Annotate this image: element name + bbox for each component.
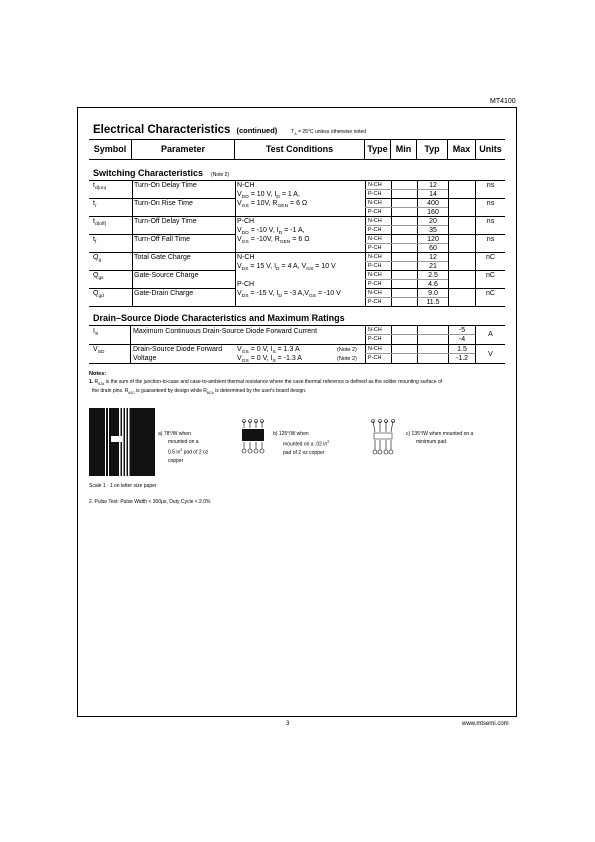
cond-vsd-p: $V_{GS} = 0$ V, $I_S = -1.3$ A	[237, 355, 302, 364]
cond-sym: T	[291, 129, 295, 135]
param-diode-forward-current: Maximum Continuous Drain-Source Diode Forward Current	[133, 328, 318, 335]
type-p: P-CH	[368, 299, 382, 305]
symbol-qgs: $Q_{gs}$	[93, 272, 104, 281]
symbol-td-off: $t_{d(off)}$	[93, 218, 107, 227]
cond-vgs-10: $V_{GS} = 10V$, $R_{GEN} = 6$ Ω	[237, 200, 308, 209]
note-ref: (Note 2)	[337, 356, 357, 362]
header-units: Units	[479, 144, 502, 154]
typ-n: 12	[429, 254, 437, 261]
param-gate-drain-charge: Gate-Drain Charge	[134, 290, 194, 297]
param-turn-on-rise: Turn-On Rise Time	[134, 200, 193, 207]
type-p: P-CH	[368, 245, 382, 251]
cond-vds-15: $V_{DS} = 15$ V, $I_D = 4$ A, $V_{GS} = 10$ V	[237, 263, 336, 272]
cond-nch-2: N-CH	[237, 254, 255, 261]
notes-title: Notes:	[89, 371, 107, 377]
part-number: MT4100	[490, 98, 516, 105]
header-test-conditions: Test Conditions	[235, 140, 365, 159]
fig-c-caption: c) 135°/W when mounted on a minimum pad.	[406, 431, 474, 445]
type-n: N-CH	[368, 218, 382, 224]
section-title	[93, 124, 366, 136]
typ-p: 160	[427, 209, 439, 216]
cond-vdd-10: $V_{DD} = 10$ V, $I_D = 1$ A,	[237, 191, 300, 200]
type-n: N-CH	[368, 327, 382, 333]
typ-n: 12	[429, 182, 437, 189]
pad-b-diagram	[236, 418, 270, 458]
header-symbol: Symbol	[89, 140, 132, 159]
note-1-line-1: 1. $R_{\theta JA}$ is the sum of the junction-to-case and case-to-ambient thermal resistance where the case thermal reference is defined as the solder mounting surface of	[89, 379, 443, 386]
cond-sub: A	[294, 132, 297, 136]
table-header	[89, 139, 505, 160]
type-p: P-CH	[368, 209, 382, 215]
note-1-line-2: the drain pins. $R_{\theta JC}$ is guaranteed by design while $R_{\theta CA}$ is determined by the user's board design.	[92, 388, 307, 395]
typ-n: 20	[429, 218, 437, 225]
units: V	[488, 351, 493, 358]
param-gate-source-charge: Gate-Source Charge	[134, 272, 199, 279]
typ-n: 9.0	[428, 290, 438, 297]
units: ns	[486, 182, 495, 189]
type-p: P-CH	[368, 191, 382, 197]
fig-b-caption: b) 125°/W when mounted on a .02 $in^2$ pad of 2 oz copper	[273, 431, 330, 456]
type-n: N-CH	[368, 272, 382, 278]
type-n: N-CH	[368, 236, 382, 242]
note-2: 2. Pulse Test: Pulse Width < 300μs, Duty Cycle < 2.0%	[89, 499, 211, 505]
pad-c-diagram	[366, 418, 400, 460]
switching-heading-text: Switching Characteristics	[93, 168, 204, 178]
symbol-tr: $t_r$	[93, 200, 97, 209]
param-total-gate-charge: Total Gate Charge	[134, 254, 191, 261]
typ-n: 400	[427, 200, 439, 207]
max-p: -4	[458, 336, 466, 343]
symbol-tf: $t_f$	[93, 236, 97, 245]
max-n: -5	[458, 327, 466, 334]
symbol-td-on: $t_{d(on)}$	[93, 182, 107, 191]
units: nC	[486, 290, 495, 297]
typ-n: 2.5	[428, 272, 438, 279]
param-diode-forward-voltage-2: Voltage	[133, 355, 157, 362]
typ-p: 14	[429, 191, 437, 198]
title-text: Electrical Characteristics	[93, 124, 231, 136]
fig-a-caption: a) 78°/W when mounted on a 0.5 $in^2$ pad of 2 oz copper	[158, 431, 209, 464]
header-min: Min	[391, 140, 417, 159]
typ-p: 21	[429, 263, 437, 270]
cond-pch-1: P-CH	[237, 218, 255, 225]
cond-vds-neg15: $V_{DS} = -15$ V, $I_D = -3$ $A,V_{GS} = -10$ V	[237, 290, 341, 299]
units: nC	[486, 272, 495, 279]
header-parameter: Parameter	[132, 140, 235, 159]
symbol-vsd: $V_{SD}$	[93, 346, 105, 355]
header-typ: Typ	[417, 140, 448, 159]
typ-p: 4.6	[428, 281, 438, 288]
units: ns	[486, 200, 495, 207]
max-n: 1.5	[457, 346, 467, 353]
units: A	[488, 331, 493, 338]
units: nC	[486, 254, 495, 261]
header-max: Max	[448, 140, 476, 159]
type-p: P-CH	[368, 227, 382, 233]
switching-heading	[93, 168, 229, 178]
page-number: 3	[286, 721, 290, 727]
diode-heading: Drain–Source Diode Characteristics and Maximum Ratings	[93, 313, 345, 323]
type-p: P-CH	[368, 336, 382, 342]
switching-note: (Note 2)	[211, 172, 230, 178]
typ-p: 60	[429, 245, 437, 252]
title-condition	[291, 129, 366, 135]
param-turn-on-delay: Turn-On Delay Time	[134, 182, 197, 189]
param-diode-forward-voltage: Drain-Source Diode Forward	[133, 346, 223, 353]
type-n: N-CH	[368, 182, 382, 188]
col-line	[235, 180, 236, 306]
units: ns	[486, 218, 495, 225]
typ-p: 11.5	[426, 299, 440, 306]
symbol-qgd: $Q_{gd}$	[93, 290, 104, 299]
pad-a-diagram	[89, 408, 155, 476]
cond-pch-2: P-CH	[237, 281, 255, 288]
scale-note: Scale 1 : 1 on letter size paper	[89, 483, 157, 489]
typ-p: 35	[429, 227, 437, 234]
note-ref: (Note 2)	[337, 347, 357, 353]
cond-vgs-neg10: $V_{GS} = -10V$, $R_{GEN} = 6$ Ω	[237, 236, 310, 245]
type-p: P-CH	[368, 263, 382, 269]
param-turn-off-delay: Turn-Off Delay Time	[134, 218, 197, 225]
type-n: N-CH	[368, 254, 382, 260]
type-p: P-CH	[368, 281, 382, 287]
header-type: Type	[365, 140, 391, 159]
typ-n: 120	[427, 236, 439, 243]
symbol-is: $I_S$	[93, 328, 99, 337]
cond-rest: = 25°C unless otherwise noted	[296, 129, 367, 135]
diode-top-rule	[89, 325, 505, 326]
units: ns	[486, 236, 495, 243]
param-turn-off-fall: Turn-Off Fall Time	[134, 236, 191, 243]
max-p: -1.2	[455, 355, 469, 362]
cond-vsd-n: $V_{GS} = 0$ V, $I_S = 1.3$ A	[237, 346, 300, 355]
type-n: N-CH	[368, 290, 382, 296]
type-n: N-CH	[368, 200, 382, 206]
type-n: N-CH	[368, 346, 382, 352]
cond-nch-1: N-CH	[237, 182, 255, 189]
footer-url[interactable]: www.mtsemi.com	[462, 721, 509, 727]
symbol-qg: $Q_g$	[93, 254, 102, 263]
type-p: P-CH	[368, 355, 382, 361]
cond-vdd-neg10: $V_{DD} = -10$ V, $I_D = -1$ A,	[237, 227, 305, 236]
title-suffix: (continued)	[236, 126, 278, 135]
